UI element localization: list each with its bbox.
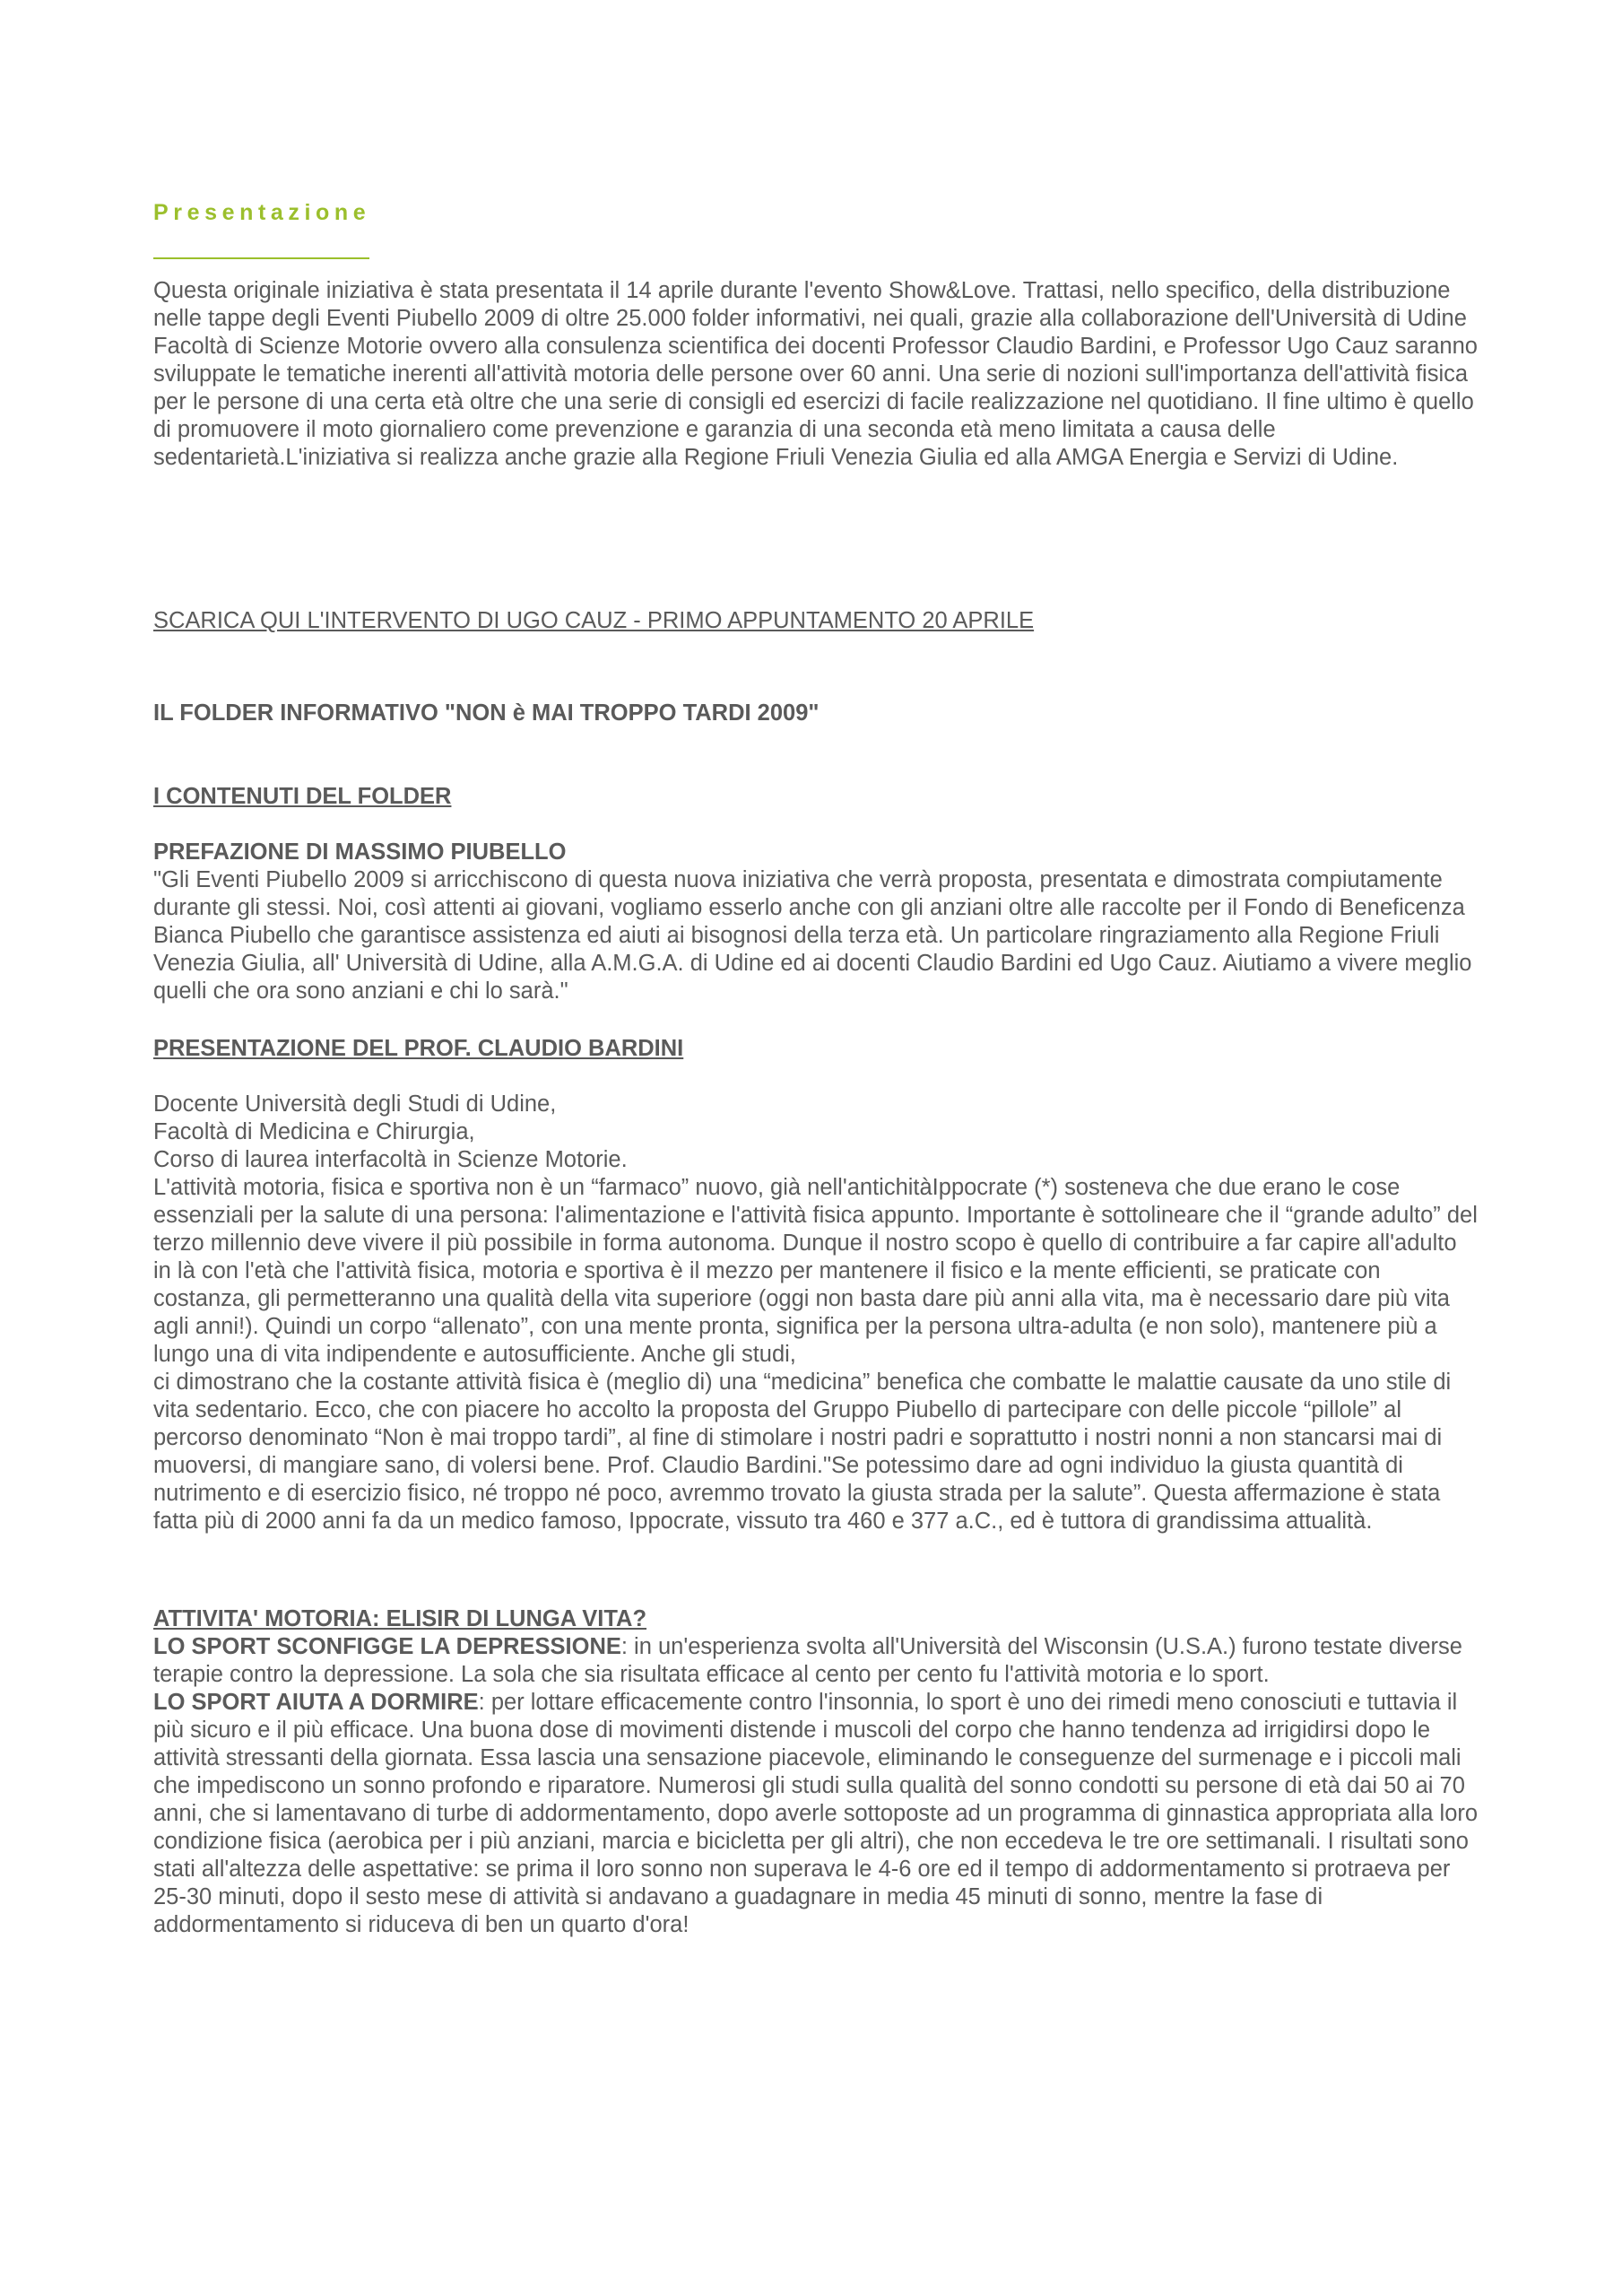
contents-heading: I CONTENUTI DEL FOLDER: [153, 784, 452, 809]
bardini-section: [153, 1091, 1480, 1535]
attivita-section: [153, 1605, 1480, 1939]
bardini-text: L'attività motoria, fisica e sportiva non è un “farmaco” nuovo, già nell'antichitàIppocrate (*) sosteneva che due erano le cose essenziali per la salute di una persona: l'alimentazione e l'attività fisica appunto. Importante è sottolineare che il “grande adulto” del terzo millennio deve vivere il più possibile in forma autonoma. Dunque il nostro scopo è quello di contribuire a far capire all'adulto in là con l'età che l'attività fisica, motoria e sportiva è il mezzo per mantenere il fisico e la mente efficienti, se praticate con costanza, gli permetteranno una qualità della vita superiore (oggi non basta dare più anni alla vita, ma è necessario dare più vita agli anni!). Quindi un corpo “allenato”, con una mente pronta, significa per la persona ultra-adulta (e non solo), mantenere più a lungo una di vita indipendente e autosufficiente. Anche gli studi,: [153, 1175, 1478, 1367]
bardini-affiliation-line: Facoltà di Medicina e Chirurgia,: [153, 1119, 475, 1144]
preface-heading: PREFAZIONE DI MASSIMO PIUBELLO: [153, 839, 567, 865]
preface-text: "Gli Eventi Piubello 2009 si arricchiscono di questa nuova iniziativa che verrà proposta, presentata e dimostrata compiutamente durante gli stessi. Noi, così attenti ai giovani, vogliamo esserlo anche con gli anziani oltre alle raccolte per il Fondo di Beneficenza Bianca Piubello che garantisce assistenza ed aiuti ai bisognosi della terza età. Un particolare ringraziamento alla Regione Friuli Venezia Giulia, all' Università di Udine, alla A.M.G.A. di Udine ed ai docenti Claudio Bardini ed Ugo Cauz. Aiutiamo a vivere meglio quelli che ora sono anziani e chi lo sarà.": [153, 867, 1472, 1004]
sleep-text: : per lottare efficacemente contro l'insonnia, lo sport è uno dei rimedi meno conosciuti e tuttavia il più sicuro e il più efficace. Una buona dose di movimenti distende i muscoli del corpo che hanno tendenza ad irrigidirsi dopo le attività stressanti della giornata. Essa lascia una sensazione piacevole, eliminando le conseguenze del surmenage e i piccoli mali che impediscono un sonno profondo e riparatore. Numerosi gli studi sulla qualità del sonno condotti su persone di età dai 50 ai 70 anni, che si lamentavano di turbe di addormentamento, dopo averle sottoposte ad un programma di ginnastica appropriata alla loro condizione fisica (aerobica per i più anziani, marcia e bicicletta per gli altri), che non eccedeva le tre ore settimanali. I risultati sono stati all'altezza delle aspettative: se prima il loro sonno non superava le 4-6 ore ed il tempo di addormentamento si protraeva per 25-30 minuti, dopo il sesto mese di attività si andavano a guadagnare in media 45 minuti di sonno, mentre la fase di addormentamento si riduceva di ben un quarto d'ora!: [153, 1690, 1479, 1937]
download-cauz-link[interactable]: SCARICA QUI L'INTERVENTO DI UGO CAUZ - PRIMO APPUNTAMENTO 20 APRILE: [153, 608, 1035, 633]
sleep-paragraph: [153, 1689, 1480, 1939]
sleep-heading: LO SPORT AIUTA A DORMIRE: [153, 1690, 479, 1715]
title-underline-divider: [153, 257, 369, 259]
folder-heading: IL FOLDER INFORMATIVO "NON è MAI TROPPO TARDI 2009": [153, 700, 820, 726]
attivita-heading: ATTIVITA' MOTORIA: ELISIR DI LUNGA VITA?: [153, 1606, 647, 1631]
depression-paragraph: [153, 1633, 1480, 1689]
bardini-affiliation-line: Corso di laurea interfacoltà in Scienze Motorie.: [153, 1147, 628, 1172]
bardini-affiliation-line: Docente Università degli Studi di Udine,: [153, 1091, 557, 1117]
depression-text: : in un'esperienza svolta all'Università del Wisconsin (U.S.A.) furono testate diverse terapie contro la depressione. La sola che sia risultata efficace al cento per cento fu l'attività motoria e lo sport.: [153, 1634, 1462, 1687]
section-title: Presentazione: [153, 200, 371, 225]
bardini-text: ci dimostrano che la costante attività fisica è (meglio di) una “medicina” benefica che combatte le malattie causate da uno stile di vita sedentario. Ecco, che con piacere ho accolto la proposta del Gruppo Piubello di partecipare con delle piccole “pillole” al percorso denominato “Non è mai troppo tardi”, al fine di stimolare i nostri padri e soprattutto i nostri nonni a non stancarsi mai di muoversi, di mangiare sano, di volersi bene. Prof. Claudio Bardini."Se potessimo dare ad ogni individuo la giusta quantità di nutrimento e di esercizio fisico, né troppo né poco, avremmo trovato la giusta strada per la salute”. Questa affermazione è stata fatta più di 2000 anni fa da un medico famoso, Ippocrate, vissuto tra 460 e 377 a.C., ed è tuttora di grandissima attualità.: [153, 1370, 1452, 1534]
intro-paragraph: Questa originale iniziativa è stata presentata il 14 aprile durante l'evento Show&Love. Trattasi, nello specifico, della distribuzione nelle tappe degli Eventi Piubello 2009 di oltre 25.000 folder informativi, nei quali, grazie alla collaborazione dell'Università di Udine Facoltà di Scienze Motorie ovvero alla consulenza scientifica dei docenti Professor Claudio Bardini, e Professor Ugo Cauz saranno sviluppate le tematiche inerenti all'attività motoria delle persone over 60 anni. Una serie di nozioni sull'importanza dell'attività fisica per le persone di una certa età oltre che una serie di consigli ed esercizi di facile realizzazione nel quotidiano. Il fine ultimo è quello di promuovere il moto giornaliero come prevenzione e garanzia di una seconda età meno limitata a causa delle sedentarietà.L'iniziativa si realizza anche grazie alla Regione Friuli Venezia Giulia ed alla AMGA Energia e Servizi di Udine.: [153, 278, 1478, 470]
bardini-heading: PRESENTAZIONE DEL PROF. CLAUDIO BARDINI: [153, 1036, 684, 1061]
preface-section: [153, 839, 1480, 1005]
depression-heading: LO SPORT SCONFIGGE LA DEPRESSIONE: [153, 1634, 621, 1659]
